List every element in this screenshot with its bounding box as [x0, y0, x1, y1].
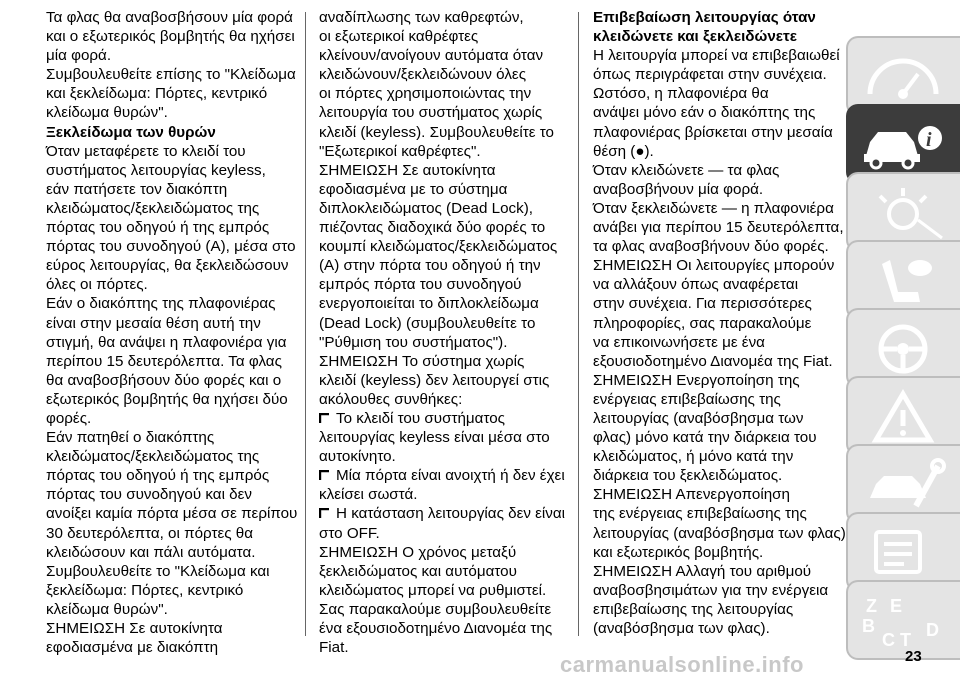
line-text: θέση (●). — [593, 142, 654, 160]
text-line — [319, 8, 565, 27]
text-line — [46, 562, 297, 581]
line-text: εμπρός πόρτα του συνοδηγού — [319, 276, 522, 294]
line-text: ΣΗΜΕΙΩΣΗ Ο χρόνος μεταξύ — [319, 543, 517, 561]
text-line — [319, 46, 565, 65]
line-text: κλείδωμα θυρών". — [46, 104, 168, 122]
section-heading-line — [593, 8, 846, 27]
text-line — [46, 142, 297, 161]
text-line — [46, 180, 297, 199]
dashboard-icon — [860, 48, 946, 106]
text-line — [46, 581, 297, 600]
text-line — [46, 275, 297, 294]
text-line — [319, 600, 565, 619]
text-line — [593, 524, 846, 543]
line-text: Επιβεβαίωση λειτουργίας όταν — [593, 9, 816, 26]
line-text: πόρτας του οδηγού ή της εμπρός — [46, 467, 270, 485]
text-line — [319, 294, 565, 313]
text-line — [593, 352, 846, 371]
text-line — [319, 199, 565, 218]
line-text: ΣΗΜΕΙΩΣΗ Σε αυτοκίνητα — [319, 161, 496, 179]
index-letter: E — [890, 596, 903, 616]
line-text: να επικοινωνήσετε με ένα — [593, 333, 765, 351]
line-text: επιβεβαίωσης της λειτουργίας — [593, 600, 794, 618]
warning-light-icon — [860, 184, 946, 242]
line-text: κλείνουν/ανοίγουν αυτόματα όταν — [319, 47, 544, 65]
text-line — [46, 333, 297, 352]
line-text: πλαφονιέρας βρίσκεται στην μεσαία — [593, 123, 833, 141]
column-divider — [305, 12, 306, 636]
line-text: ΣΗΜΕΙΩΣΗ Αλλαγή του αριθμού — [593, 562, 812, 580]
text-line — [46, 524, 297, 543]
section-heading-line — [46, 123, 297, 142]
text-line — [46, 314, 297, 333]
line-text: φλας) μόνο κατά την διάρκεια του — [593, 429, 817, 447]
airbag-seat-icon — [860, 252, 946, 310]
line-text: και ξεκλείδωμα: Πόρτες, κεντρικό — [46, 85, 268, 103]
line-text: εξουσιοδοτημένο Διανομέα της Fiat. — [593, 352, 833, 370]
line-text: κλειδώματος μπορεί να ρυθμιστεί. — [319, 581, 547, 599]
line-text: εφοδιασμένα με διακόπτη — [46, 639, 219, 657]
line-text: Το κλειδί του συστήματος — [336, 409, 505, 427]
text-line — [593, 294, 846, 313]
line-text: ανάβει για περίπου 15 δευτερόλεπτα, — [593, 219, 844, 237]
line-text: ξεκλείδωμα: Πόρτες, κεντρικό — [46, 581, 244, 599]
text-line — [46, 84, 297, 103]
line-text: ακόλουθες συνθήκες: — [319, 390, 463, 408]
line-text: να αλλάξουν όπως αναφέρεται — [593, 276, 799, 294]
technical-data-icon — [860, 524, 946, 582]
wrench-car-icon — [860, 456, 946, 514]
text-line — [593, 46, 846, 65]
text-line — [46, 237, 297, 256]
line-text: κλείσει σωστά. — [319, 486, 418, 504]
line-text: κλειδώματος/ξεκλειδώματος της — [46, 448, 260, 466]
text-line — [593, 466, 846, 485]
line-text: Ωστόσο, η πλαφονιέρα θα — [593, 85, 769, 103]
text-line — [319, 371, 565, 390]
text-line — [319, 524, 565, 543]
line-text: κλειδί (keyless). Συμβουλευθείτε το — [319, 123, 554, 141]
line-text: "Ρύθμιση του συστήματος"). — [319, 333, 508, 351]
text-line — [593, 275, 846, 294]
text-line — [319, 161, 565, 180]
line-text: Όταν κλειδώνετε — τα φλας — [593, 161, 780, 179]
text-line — [593, 103, 846, 122]
line-text: ΣΗΜΕΙΩΣΗ Οι λειτουργίες μπορούν — [593, 257, 835, 275]
line-text: αναβοσβήνουν μία φορά. — [593, 180, 764, 198]
text-line — [593, 180, 846, 199]
line-text: πληροφορίες, σας παρακαλούμε — [593, 314, 812, 332]
line-text: Μία πόρτα είναι ανοιχτή ή δεν έχει — [336, 467, 565, 485]
line-text: είναι στην μεσαία θέση αυτή την — [46, 314, 261, 332]
line-text: Η κατάσταση λειτουργίας δεν είναι — [336, 505, 566, 523]
line-text: "Εξωτερικοί καθρέφτες". — [319, 142, 481, 160]
text-line — [46, 390, 297, 409]
text-line — [46, 161, 297, 180]
text-line — [593, 562, 846, 581]
line-text: οι πόρτες χρησιμοποιώντας την — [319, 85, 532, 103]
text-column-1 — [46, 8, 297, 657]
text-line — [593, 600, 846, 619]
line-text: τα φλας αναβοσβήνουν δύο φορές. — [593, 238, 829, 256]
text-line — [46, 103, 297, 122]
text-line — [593, 447, 846, 466]
text-line — [46, 600, 297, 619]
text-line — [319, 619, 565, 638]
steering-wheel-icon — [860, 320, 946, 378]
text-line — [319, 142, 565, 161]
line-text: και εξωτερικός βομβητής. — [593, 543, 764, 561]
line-text: πόρτας του συνοδηγού (A), μέσα στο — [46, 238, 296, 256]
text-line — [319, 314, 565, 333]
text-line — [593, 161, 846, 180]
line-text: πόρτας του οδηγού ή της εμπρός — [46, 219, 270, 237]
text-line — [593, 142, 846, 161]
bullet-icon — [319, 504, 336, 523]
line-text: αναδίπλωσης των καθρεφτών, — [319, 9, 524, 26]
text-line — [46, 65, 297, 84]
text-line — [319, 409, 565, 428]
line-text: 30 δευτερόλεπτα, οι πόρτες θα — [46, 524, 253, 542]
warning-triangle-icon — [860, 388, 946, 446]
text-line — [319, 84, 565, 103]
text-line — [319, 123, 565, 142]
line-text: Συμβουλευθείτε επίσης το "Κλείδωμα — [46, 66, 296, 84]
text-line — [593, 371, 846, 390]
watermark: carmanualsonline.info — [560, 652, 804, 677]
index-letter: C — [882, 630, 895, 650]
text-line — [319, 504, 565, 523]
line-text: όλες οι πόρτες. — [46, 276, 148, 294]
tab-index[interactable] — [846, 580, 960, 660]
text-line — [593, 256, 846, 275]
line-text: στο OFF. — [319, 524, 380, 542]
text-line — [319, 352, 565, 371]
text-line — [593, 390, 846, 409]
line-text: ενέργειας επιβεβαίωσης της — [593, 390, 781, 408]
line-text: (A) στην πόρτα του οδηγού ή την — [319, 257, 541, 275]
text-line — [593, 581, 846, 600]
text-line — [46, 504, 297, 523]
line-text: ανοίξει καμία πόρτα μέσα σε περίπου — [46, 505, 298, 523]
text-line — [593, 409, 846, 428]
line-text: λειτουργία του συστήματος χωρίς — [319, 104, 543, 122]
text-line — [319, 237, 565, 256]
line-text: Όταν μεταφέρετε το κλειδί του — [46, 142, 246, 160]
text-line — [46, 485, 297, 504]
text-column-3 — [593, 8, 846, 638]
text-line — [319, 543, 565, 562]
line-text: λειτουργίας keyless είναι μέσα στο — [319, 429, 550, 447]
index-letter: Z — [866, 596, 877, 616]
line-text: οι εξωτερικοί καθρέφτες — [319, 28, 479, 46]
page-number: 23 — [905, 648, 922, 665]
line-text: όπως περιγράφεται στην συνέχεια. — [593, 66, 827, 84]
text-line — [46, 447, 297, 466]
text-line — [593, 314, 846, 333]
line-text: εφοδιασμένα με το σύστημα — [319, 180, 508, 198]
line-text: ΣΗΜΕΙΩΣΗ Απενεργοποίηση — [593, 486, 791, 504]
line-text: στην συνέχεια. Για περισσότερες — [593, 295, 812, 313]
text-line — [319, 65, 565, 84]
text-line — [319, 562, 565, 581]
text-line — [319, 180, 565, 199]
section-heading-line — [593, 27, 846, 46]
line-text: ΣΗΜΕΙΩΣΗ Σε αυτοκίνητα — [46, 620, 223, 637]
car-info-icon — [860, 116, 946, 174]
line-text: κλειδώνετε και ξεκλειδώνετε — [593, 28, 797, 46]
text-line — [319, 103, 565, 122]
line-text: εάν πατήσετε τον διακόπτη — [46, 180, 228, 198]
line-text: πόρτας του συνοδηγού και δεν — [46, 486, 252, 504]
text-line — [46, 352, 297, 371]
line-text: κλειδί (keyless) δεν λειτουργεί στις — [319, 371, 550, 389]
line-text: Συμβουλευθείτε το "Κλείδωμα και — [46, 562, 270, 580]
line-text: φορές. — [46, 409, 92, 427]
line-text: κλειδώματος/ξεκλειδώματος της — [46, 199, 260, 217]
text-line — [46, 294, 297, 313]
line-text: μία φορά. — [46, 47, 112, 65]
line-text: συστήματος λειτουργίας keyless, — [46, 161, 266, 179]
text-line — [593, 504, 846, 523]
text-line — [593, 84, 846, 103]
text-line — [319, 485, 565, 504]
line-text: ΣΗΜΕΙΩΣΗ Ενεργοποίηση της — [593, 371, 800, 389]
line-text: εύρος λειτουργίας, θα ξεκλειδώσουν — [46, 257, 289, 275]
text-line — [593, 65, 846, 84]
text-line — [319, 275, 565, 294]
column-divider — [578, 12, 579, 636]
line-text: Τα φλας θα αναβοσβήσουν μία φορά — [46, 9, 293, 26]
line-text: κλειδώματος, ή μόνο κατά την — [593, 448, 794, 466]
text-line — [46, 46, 297, 65]
line-text: κλειδώσουν και πάλι αυτόματα. — [46, 543, 256, 561]
text-line — [319, 390, 565, 409]
text-line — [46, 8, 297, 27]
text-column-2 — [319, 8, 565, 657]
text-line — [46, 409, 297, 428]
text-line — [46, 466, 297, 485]
line-text: πιέζοντας διαδοχικά δύο φορές το — [319, 219, 546, 237]
line-text: Εάν ο διακόπτης της πλαφονιέρας — [46, 295, 276, 313]
line-text: κλείδωμα θυρών". — [46, 600, 168, 618]
line-text: (Dead Lock) (συμβουλευθείτε το — [319, 314, 536, 332]
text-line — [46, 543, 297, 562]
line-text: λειτουργίας (αναβόσβησμα των — [593, 409, 804, 427]
line-text: αυτοκίνητο. — [319, 448, 396, 466]
line-text: (αναβόσβησμα των φλας). — [593, 620, 770, 637]
text-line — [46, 428, 297, 447]
text-line — [593, 485, 846, 504]
text-line — [319, 466, 565, 485]
line-text: ξεκλειδώματος και αυτόματου — [319, 562, 517, 580]
line-text: κουμπί κλειδώματος/ξεκλειδώματος — [319, 238, 558, 256]
line-text: αναβοσβησιμάτων για την ενέργεια — [593, 581, 829, 599]
line-text: λειτουργίας (αναβόσβησμα των φλας) — [593, 524, 846, 542]
line-text: κλειδώνουν/ξεκλειδώνουν όλες — [319, 66, 527, 84]
line-text: της ενέργειας επιβεβαίωσης της — [593, 505, 807, 523]
line-text: διάρκεια του ξεκλειδώματος. — [593, 467, 783, 485]
text-line — [593, 543, 846, 562]
line-text: Σας παρακαλούμε συμβουλευθείτε — [319, 600, 552, 618]
line-text: εξωτερικός βομβητής θα ηχήσει δύο — [46, 390, 288, 408]
line-text: Εάν πατηθεί ο διακόπτης — [46, 429, 215, 447]
index-letter: B — [862, 616, 875, 636]
text-line — [319, 256, 565, 275]
line-text: ανάψει μόνο εάν ο διακόπτης της — [593, 104, 816, 122]
text-line — [46, 256, 297, 275]
svg-text:i: i — [926, 129, 932, 151]
line-text: Ξεκλείδωμα των θυρών — [46, 123, 216, 141]
line-text: περίπου 15 δευτερόλεπτα. Τα φλας — [46, 352, 282, 370]
text-line — [46, 371, 297, 390]
text-line — [46, 27, 297, 46]
text-line — [593, 333, 846, 352]
line-text: Η λειτουργία μπορεί να επιβεβαιωθεί — [593, 47, 840, 65]
line-text: Fiat. — [319, 639, 349, 657]
line-text: και ο εξωτερικός βομβητής θα ηχήσει — [46, 28, 295, 46]
text-line — [593, 123, 846, 142]
index-letter: T — [900, 630, 911, 650]
index-letters-icon — [860, 592, 946, 650]
text-line — [46, 619, 297, 638]
text-line — [319, 218, 565, 237]
line-text: διπλοκλειδώματος (Dead Lock), — [319, 199, 534, 217]
text-line — [593, 619, 846, 638]
line-text: θα αναβοσβήσουν δύο φορές και ο — [46, 371, 282, 389]
text-line — [46, 638, 297, 657]
text-line — [593, 199, 846, 218]
text-line — [319, 447, 565, 466]
line-text: ενεργοποιείται το διπλοκλείδωμα — [319, 295, 539, 313]
text-line — [319, 581, 565, 600]
text-line — [593, 237, 846, 256]
line-text: στιγμή, θα ανάψει η πλαφονιέρα για — [46, 333, 287, 351]
text-line — [319, 638, 565, 657]
index-letter: D — [926, 620, 939, 640]
text-line — [46, 218, 297, 237]
text-line — [319, 428, 565, 447]
text-line — [319, 333, 565, 352]
text-line — [593, 428, 846, 447]
bullet-icon — [319, 466, 336, 485]
text-line — [593, 218, 846, 237]
line-text: Όταν ξεκλειδώνετε — η πλαφονιέρα — [593, 199, 834, 217]
line-text: ένα εξουσιοδοτημένο Διανομέα της — [319, 620, 553, 637]
line-text: ΣΗΜΕΙΩΣΗ Το σύστημα χωρίς — [319, 352, 525, 370]
text-line — [46, 199, 297, 218]
text-line — [319, 27, 565, 46]
bullet-icon — [319, 409, 336, 428]
